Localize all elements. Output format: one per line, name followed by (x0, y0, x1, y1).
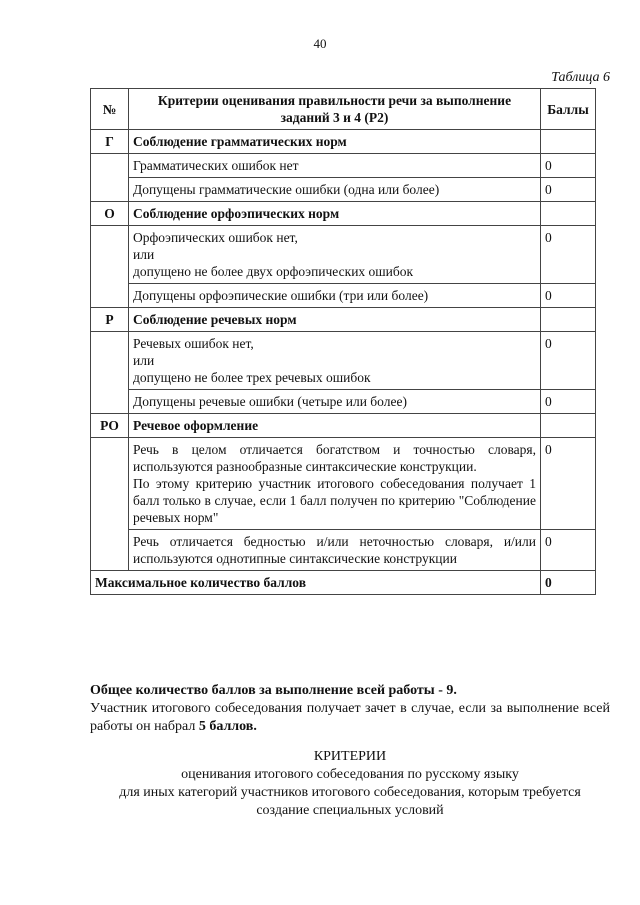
criterion-line: Грамматических ошибок нет (133, 158, 299, 173)
criterion-text (129, 438, 541, 530)
section-code: РО (91, 414, 129, 438)
criterion-row (91, 438, 596, 530)
criterion-score: 0 (541, 226, 596, 284)
criteria-subheading-line-2: для иных категорий участников итогового собеседования, которым требуется (119, 785, 581, 800)
section-score-empty (541, 202, 596, 226)
section-code: Р (91, 308, 129, 332)
section-score-empty (541, 308, 596, 332)
criterion-row (91, 154, 596, 178)
section-title: Речевое оформление (129, 414, 541, 438)
section-code: Г (91, 130, 129, 154)
section-code-spacer (91, 226, 129, 308)
table-label: Таблица 6 (551, 70, 610, 85)
section-code-spacer (91, 438, 129, 571)
section-header-row (91, 202, 596, 226)
max-score-row (91, 571, 596, 595)
criterion-line: Допущены речевые ошибки (четыре или более) (133, 394, 407, 409)
criterion-text (129, 284, 541, 308)
section-code-spacer (91, 154, 129, 202)
section-title: Соблюдение речевых норм (129, 308, 541, 332)
criteria-subheading-line-1: оценивания итогового собеседования по русскому языку (181, 767, 519, 782)
header-num: № (91, 89, 129, 130)
criterion-text (129, 154, 541, 178)
criteria-subheading-line-3: создание специальных условий (256, 803, 444, 818)
criterion-line: или (133, 353, 155, 368)
criterion-row (91, 284, 596, 308)
criteria-table (90, 88, 596, 595)
criterion-row (91, 226, 596, 284)
header-score: Баллы (541, 89, 596, 130)
criteria-heading-block (60, 748, 640, 820)
criterion-text (129, 332, 541, 390)
section-score-empty (541, 130, 596, 154)
table-header-row (91, 89, 596, 130)
criterion-text (129, 530, 541, 571)
criterion-line: Речь отличается бедностью и/или неточностью словаря, и/или используются однотипные синтаксические конструкции (133, 534, 536, 566)
summary-block (90, 682, 610, 736)
pass-threshold: 5 баллов. (198, 719, 257, 734)
criterion-line: допущено не более двух орфоэпических ошибок (133, 264, 414, 279)
pass-condition-prefix: Участник итогового собеседования получает зачет в случае, если за выполнение всей работы он набрал (90, 701, 610, 734)
max-score-value: 0 (541, 571, 596, 595)
criteria-heading: КРИТЕРИИ (313, 749, 387, 764)
section-score-empty (541, 414, 596, 438)
criterion-score: 0 (541, 390, 596, 414)
criterion-text (129, 226, 541, 284)
criterion-line: Орфоэпических ошибок нет, (133, 230, 298, 245)
total-score-text: Общее количество баллов за выполнение всей работы - 9. (90, 683, 457, 698)
section-code: О (91, 202, 129, 226)
criterion-line: Речевых ошибок нет, (133, 336, 254, 351)
criterion-line: Допущены грамматические ошибки (одна или более) (133, 182, 440, 197)
criterion-line: По этому критерию участник итогового собеседования получает 1 балл только в случае, если 1 балл получен по критерию "Соблюдение речевых норм" (133, 476, 536, 525)
criterion-row (91, 332, 596, 390)
criterion-row (91, 390, 596, 414)
criterion-line: допущено не более трех речевых ошибок (133, 370, 371, 385)
section-title: Соблюдение грамматических норм (129, 130, 541, 154)
section-header-row (91, 130, 596, 154)
section-code-spacer (91, 332, 129, 414)
criteria-table-body (91, 130, 596, 571)
criterion-text (129, 390, 541, 414)
criterion-line: Допущены орфоэпические ошибки (три или более) (133, 288, 429, 303)
criterion-score: 0 (541, 438, 596, 530)
section-header-row (91, 414, 596, 438)
section-header-row (91, 308, 596, 332)
criterion-row (91, 530, 596, 571)
criterion-score: 0 (541, 178, 596, 202)
criterion-text (129, 178, 541, 202)
pass-condition-text (90, 700, 610, 736)
section-title: Соблюдение орфоэпических норм (129, 202, 541, 226)
header-criteria: Критерии оценивания правильности речи за выполнение заданий 3 и 4 (Р2) (129, 89, 541, 130)
criterion-score: 0 (541, 332, 596, 390)
page-number: 40 (313, 36, 327, 51)
criterion-row (91, 178, 596, 202)
criterion-score: 0 (541, 284, 596, 308)
criterion-line: Речь в целом отличается богатством и точностью словаря, используются разнообразные синтаксические конструкции. (133, 442, 536, 474)
criterion-score: 0 (541, 530, 596, 571)
criterion-score: 0 (541, 154, 596, 178)
max-score-label: Максимальное количество баллов (91, 571, 541, 595)
criterion-line: или (133, 247, 155, 262)
